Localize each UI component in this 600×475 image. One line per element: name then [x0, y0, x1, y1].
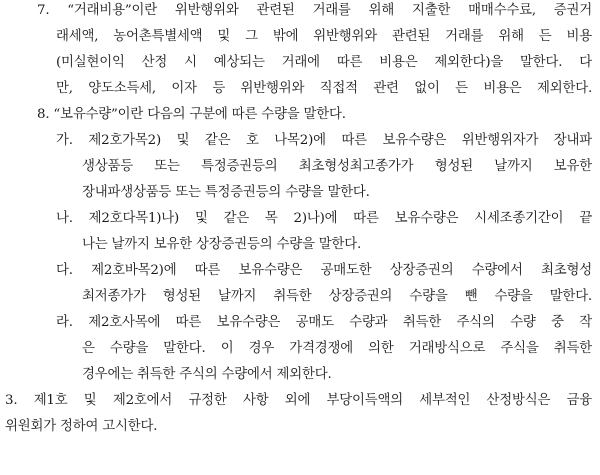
- item-8-ga-line-3: 장내파생상품등 또는 특정증권등의 수량을 말한다.: [82, 185, 370, 200]
- item-7-line-4: 만, 양도소득세, 이자 등 위반행위와 직접적 관련 없이 든 비용은 제외한다.: [56, 81, 592, 96]
- item-7-line-1: 7. “거래비용”이란 위반행위와 관련된 거래를 위해 지출한 매매수수료, 증권거: [37, 3, 592, 18]
- item-8-ra-line-1: 라. 제2호사목에 따른 보유수량은 공매도 수량과 취득한 주식의 수량 중 작: [56, 315, 592, 330]
- item-8-ra-line-3: 경우에는 취득한 주식의 수량에서 제외한다.: [82, 367, 332, 382]
- item-8-na-line-2: 나는 날까지 보유한 상장증권등의 수량을 말한다.: [82, 237, 362, 252]
- item-8-ra-line-2: 은 수량을 말한다. 이 경우 가격경쟁에 의한 거래방식으로 주식을 취득한: [82, 341, 592, 356]
- item-8-line-1: 8. “보유수량”이란 다음의 구분에 따른 수량을 말한다.: [37, 107, 346, 122]
- item-8-ga-line-1: 가. 제2호가목2) 및 같은 호 나목2)에 따른 보유수량은 위반행위자가 장내파: [56, 133, 592, 148]
- item-8-da-line-2: 최저종가가 형성된 날까지 취득한 상장증권의 수량을 뺀 수량을 말한다.: [82, 289, 592, 304]
- para-3-line-2: 위원회가 정하여 고시한다.: [5, 419, 158, 434]
- item-8-na-line-1: 나. 제2호다목1)나) 및 같은 목 2)나)에 따른 보유수량은 시세조종기간이 끝: [56, 211, 592, 226]
- item-8-da-line-1: 다. 제2호바목2)에 따른 보유수량은 공매도한 상장증권의 수량에서 최초형성: [56, 263, 592, 278]
- item-7-line-3: (미실현이익 산정 시 예상되는 거래에 따른 비용은 제외한다)을 말한다. 다: [56, 55, 592, 70]
- para-3-line-1: 3. 제1호 및 제2호에서 규정한 사항 외에 부당이득액의 세부적인 산정방식은 금융: [5, 393, 592, 408]
- item-7-line-2: 래세액, 농어촌특별세액 및 그 밖에 위반행위와 관련된 거래를 위해 든 비용: [56, 29, 592, 44]
- item-8-ga-line-2: 생상품등 또는 특정증권등의 최초형성최고종가가 형성된 날까지 보유한: [82, 159, 592, 174]
